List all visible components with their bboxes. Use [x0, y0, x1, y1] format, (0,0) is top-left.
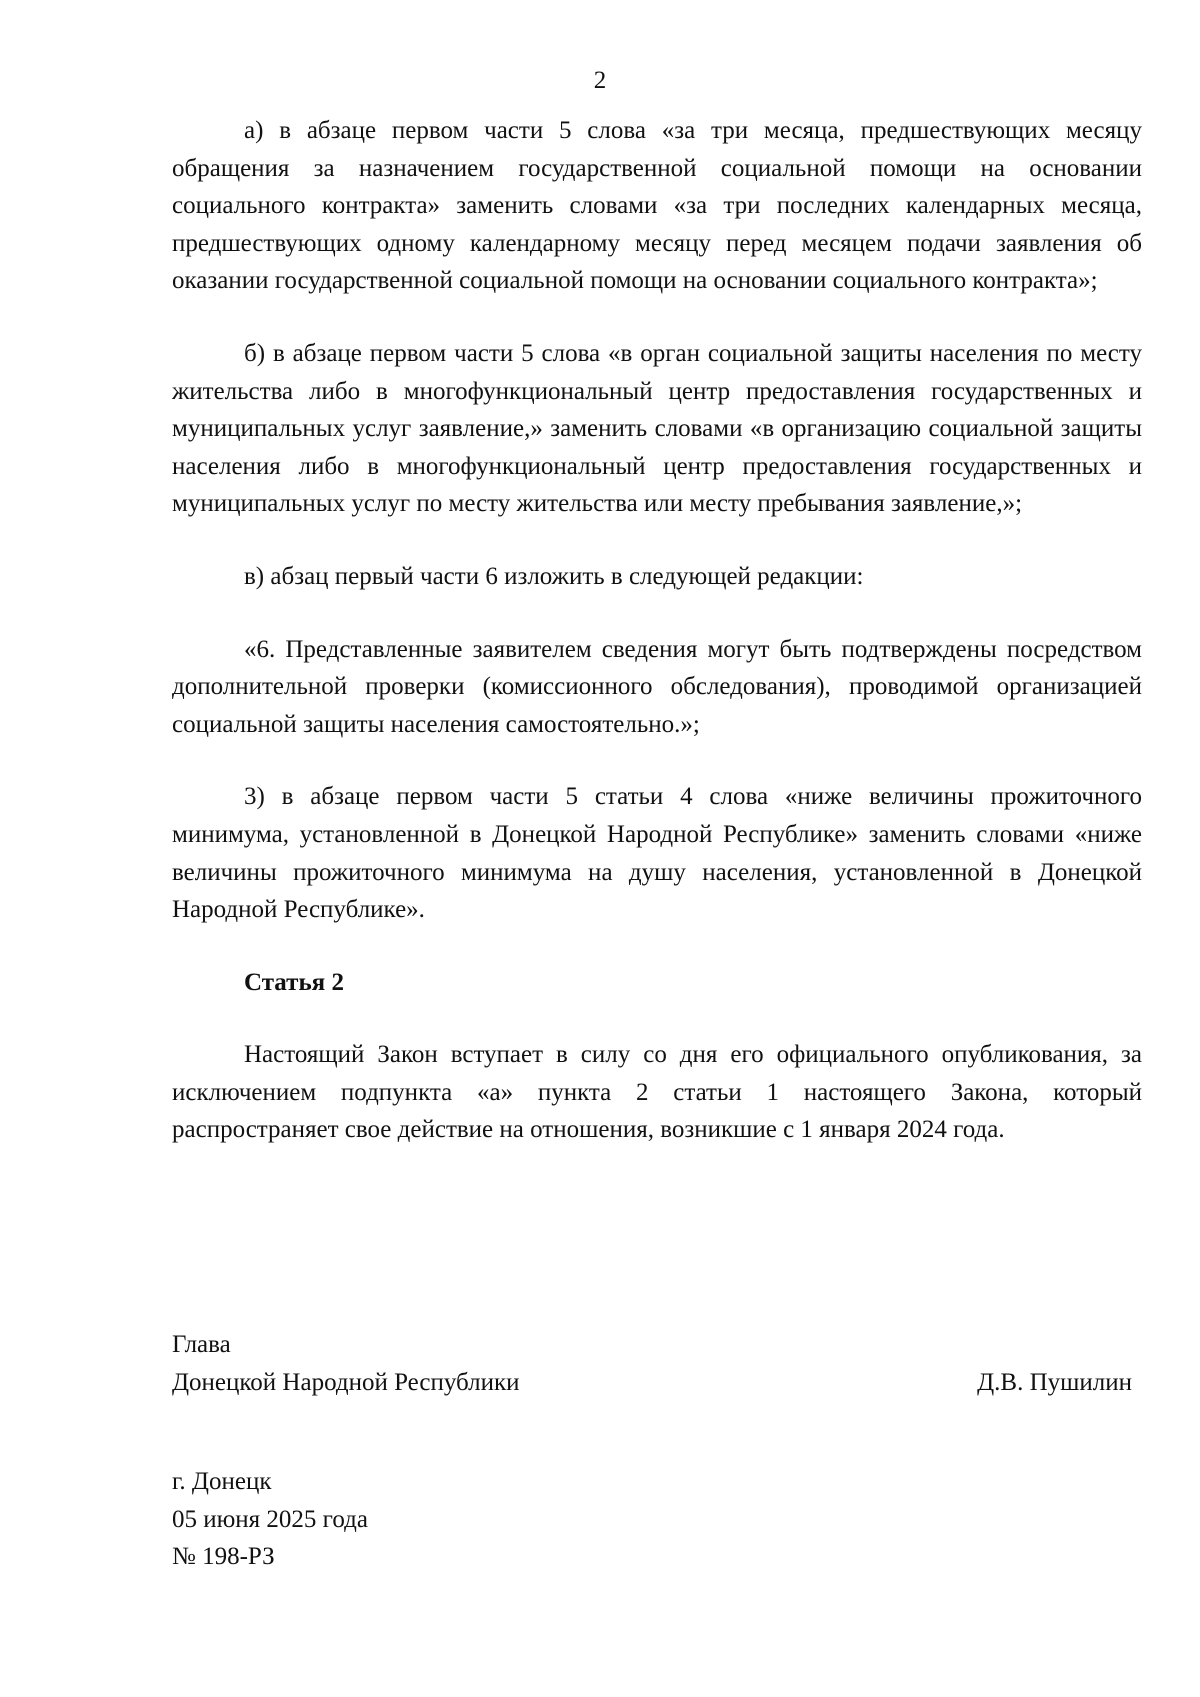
document-body: [172, 112, 1142, 1184]
signature-block: [172, 1326, 1132, 1401]
paragraph-a: а) в абзаце первом части 5 слова «за три месяца, предшествующих месяцу обращения за назначением государственной социальной помощи на основании социального контракта» заменить словами «за три последних календарных месяца, предшествующих одному календарному месяцу перед месяцем подачи заявления об оказании государственной социальной помощи на основании социального контракта»;: [172, 117, 1142, 295]
signature-title-line2: Донецкой Народной Республики: [172, 1368, 520, 1396]
place-date-block: [172, 1463, 368, 1576]
paragraph-quote-6: «6. Представленные заявителем сведения могут быть подтверждены посредством дополнительной проверки (комиссионного обследования), проводимой организацией социальной защиты населения самостоятельно.»;: [172, 635, 1142, 738]
paragraph-v: в) абзац первый части 6 изложить в следующей редакции:: [244, 562, 864, 590]
signatory-name: Д.В. Пушилин: [977, 1368, 1132, 1396]
signature-row: [172, 1364, 1132, 1402]
signature-title-line1: Глава: [172, 1331, 231, 1358]
date: 05 июня 2025 года: [172, 1505, 368, 1533]
page-number: 2: [593, 67, 607, 94]
city: г. Донецк: [172, 1468, 272, 1495]
paragraph-3: 3) в абзаце первом части 5 статьи 4 слова «ниже величины прожиточного минимума, установленной в Донецкой Народной Республике» заменить словами «ниже величины прожиточного минимума на душу населения, установленной в Донецкой Народной Республике».: [172, 783, 1142, 924]
article-2-heading: Статья 2: [244, 968, 344, 996]
law-number: № 198-РЗ: [172, 1543, 275, 1571]
article-2-text: Настоящий Закон вступает в силу со дня его официального опубликования, за исключением подпункта «а» пункта 2 статьи 1 настоящего Закона, который распространяет свое действие на отношения, возникшие с 1 января 2024 года.: [172, 1041, 1142, 1144]
paragraph-b: б) в абзаце первом части 5 слова «в орган социальной защиты населения по месту жительства либо в многофункциональный центр предоставления государственных и муниципальных услуг заявление,» заменить словами «в организацию социальной защиты населения либо в многофункциональный центр предоставления государственных и муниципальных услуг по месту жительства или месту пребывания заявление,»;: [172, 339, 1142, 518]
